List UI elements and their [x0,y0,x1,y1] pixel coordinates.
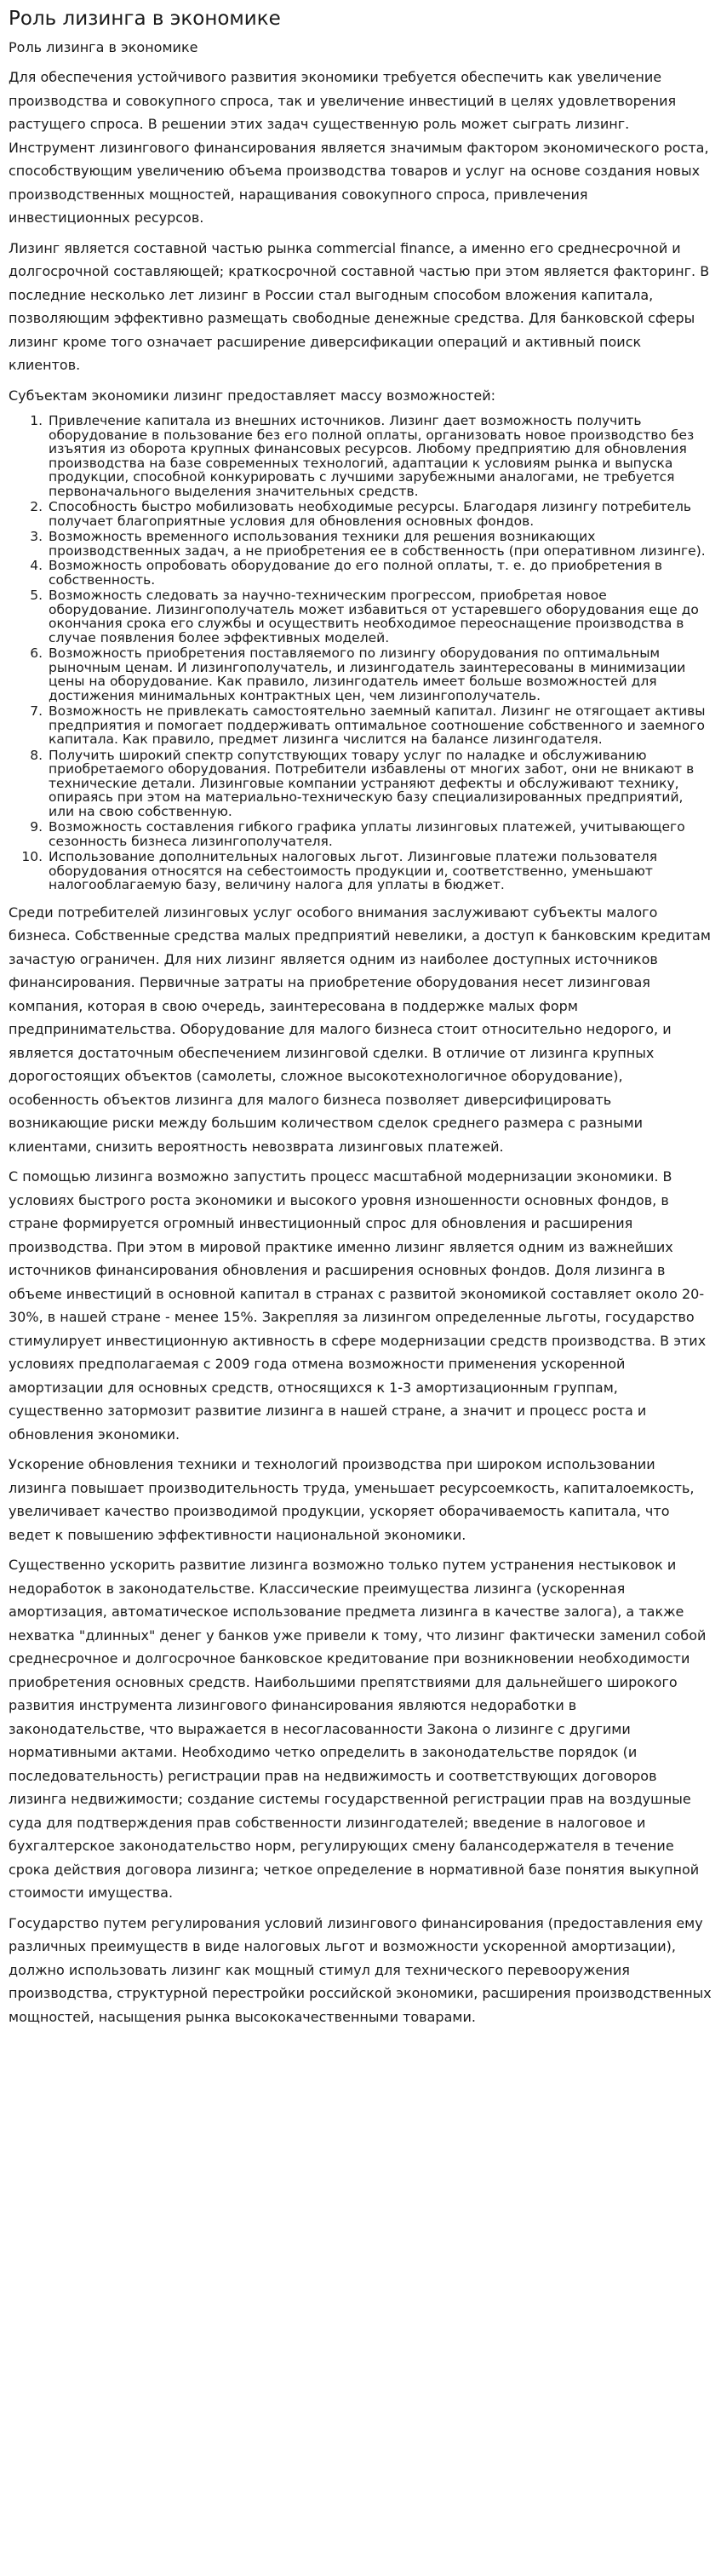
paragraph: Существенно ускорить развитие лизинга возможно только путем устранения нестыковок и недоработок в законодательстве. Классические преимущества лизинга (ускоренная амортизация, автоматическое использование предмета лизинга в качестве залога), а также нехватка "длинных" денег у банков уже привели к тому, что лизинг фактически заменил собой среднесрочное и долгосрочное банковское кредитование при возникновении необходимости приобретения основных средств. Наибольшими препятствиями для дальнейшего широкого развития инструмента лизингового финансирования являются недоработки в законодательстве, что выражается в несогласованности Закона о лизинге с другими нормативными актами. Необходимо четко определить в законодательстве порядок (и последовательность) регистрации прав на недвижимость и соответствующих договоров лизинга недвижимости; создание системы государственной регистрации прав на воздушные суда для подтверждения прав собственности лизингодателей; введение в налоговое и бухгалтерское законодательство норм, регулирующих смену балансодержателя в течение срока действия договора лизинга; четкое определение в нормативной базе понятия выкупной стоимости имущества. [9,1557,707,1901]
paragraph: Для обеспечения устойчивого развития экономики требуется обеспечить как увеличение производства и совокупного спроса, так и увеличение инвестиций в целях удовлетворения растущего спроса. В решении этих задач существенную роль может сыграть лизинг. Инструмент лизингового финансирования является значимым фактором экономического роста, способствующим увеличению объема производства товаров и услуг на основе создания новых производственных мощностей, наращивания совокупного спроса, привлечения инвестиционных ресурсов. [9,69,709,226]
list-item: 1. Привлечение капитала из внешних источников. Лизинг дает возможность получить оборудование в пользование без его полной оплаты, организовать новое производство без изъятия из оборота крупных финансовых ресурсов. Любому предприятию для обновления производства на базе современных технологий, адаптации к условиям рынка и выпуска продукции, способной конкурировать с лучшими зарубежными аналогами, не требуется первоначального выделения значительных средств. [47,414,712,498]
paragraph: Среди потребителей лизинговых услуг особого внимания заслуживают субъекты малого бизнеса. Собственные средства малых предприятий невелики, а доступ к банковским кредитам зачастую ограничен. Для них лизинг является одним из наиболее доступных источников финансирования. Первичные затраты на приобретение оборудования несет лизинговая компания, которая в свою очередь, заинтересована в поддержке малых форм предпринимательства. Оборудование для малого бизнеса стоит относительно недорого, и является достаточным обеспечением лизинговой сделки. В отличие от лизинга крупных дорогостоящих объектов (самолеты, сложное высокотехнологичное оборудование), особенность объектов лизинга для малого бизнеса позволяет диверсифицировать возникающие риски между большим количеством сделок среднего размера с разными клиентами, снизить вероятность невозврата лизинговых платежей. [9,904,711,1155]
list-item: 9. Возможность составления гибкого графика уплаты лизинговых платежей, учитывающего сезонность бизнеса лизингополучателя. [47,820,712,848]
list-item: 7. Возможность не привлекать самостоятельно заемный капитал. Лизинг не отягощает активы предприятия и помогает поддерживать оптимальное соотношение собственного и заемного капитала. Как правило, предмет лизинга числится на балансе лизингодателя. [47,704,712,747]
paragraph: С помощью лизинга возможно запустить процесс масштабной модернизации экономики. В условиях быстрого роста экономики и высокого уровня изношенности основных фондов, в стране формируется огромный инвестиционный спрос для обновления и расширения производства. При этом в мировой практике именно лизинг является одним из важнейших источников финансирования обновления и расширения основных фондов. Доля лизинга в объеме инвестиций в основной капитал в странах с развитой экономикой составляет около 20-30%, в нашей стране - менее 15%. Закрепляя за лизингом определенные льготы, государство стимулирует инвестиционную активность в сфере модернизации средств производства. В этих условиях предполагаемая с 2009 года отмена возможности применения ускоренной амортизации для основных средств, относящихся к 1-3 амортизационным группам, существенно затормозит развитие лизинга в нашей стране, а значит и процесс роста и обновления экономики. [9,1168,707,1443]
list-item: 4. Возможность опробовать оборудование до его полной оплаты, т. е. до приобретения в собственность. [47,559,712,587]
paragraph: Ускорение обновления техники и технологий производства при широком использовании лизинга повышает производительность труда, уменьшает ресурсоемкость, капиталоемкость, увеличивает качество производимой продукции, ускоряет оборачиваемость капитала, что ведет к повышению эффективности национальной экономики. [9,1456,695,1543]
list-item: 3. Возможность временного использования техники для решения возникающих производственных задач, а не приобретения ее в собственность (при оперативном лизинге). [47,530,712,558]
page-title: Роль лизинга в экономике [9,8,281,30]
opportunities-list [9,414,712,892]
list-item: 8. Получить широкий спектр сопутствующих товару услуг по наладке и обслуживанию приобретаемого оборудования. Потребители избавлены от многих забот, они не вникают в технические детали. Лизинговые компании устраняют дефекты и обслуживают технику, опираясь при этом на материально-техническую базу специализированных предприятий, или на свою собственную. [47,749,712,819]
list-item: 2. Способность быстро мобилизовать необходимые ресурсы. Благодаря лизингу потребитель получает благоприятные условия для обновления основных фондов. [47,500,712,528]
paragraph: Субъектам экономики лизинг предоставляет массу возможностей: [9,387,495,404]
list-item: 10. Использование дополнительных налоговых льгот. Лизинговые платежи пользователя оборудования относятся на себестоимость продукции и, соответственно, уменьшают налогооблагаемую базу, величину налога для уплаты в бюджет. [47,850,712,892]
list-item: 6. Возможность приобретения поставляемого по лизингу оборудования по оптимальным рыночным ценам. И лизингополучатель, и лизингодатель заинтересованы в минимизации цены на оборудование. Как правило, лизингодатель имеет больше возможностей для достижения минимальных контрактных цен, чем лизингополучатель. [47,646,712,703]
paragraph: Лизинг является составной частью рынка commercial finance, а именно его среднесрочной и долгосрочной составляющей; краткосрочной составной частью при этом является факторинг. В последние несколько лет лизинг в России стал выгодным способом вложения капитала, позволяющим эффективно размещать свободные денежные средства. Для банковской сферы лизинг кроме того означает расширение диверсификации операций и активный поиск клиентов. [9,239,710,373]
list-item: 5. Возможность следовать за научно-техническим прогрессом, приобретая новое оборудование. Лизингополучатель может избавиться от устаревшего оборудования еще до окончания срока его службы и осуществить необходимое переоснащение производства в случае появления более эффективных моделей. [47,588,712,645]
paragraph: Государство путем регулирования условий лизингового финансирования (предоставления ему различных преимуществ в виде налоговых льгот и возможности ускоренной амортизации), должно использовать лизинг как мощный стимул для технического перевооружения производства, структурной перестройки российской экономики, расширения производственных мощностей, насыщения рынка высококачественными товарами. [9,1914,712,2025]
article-subtitle: Роль лизинга в экономике [9,39,198,55]
